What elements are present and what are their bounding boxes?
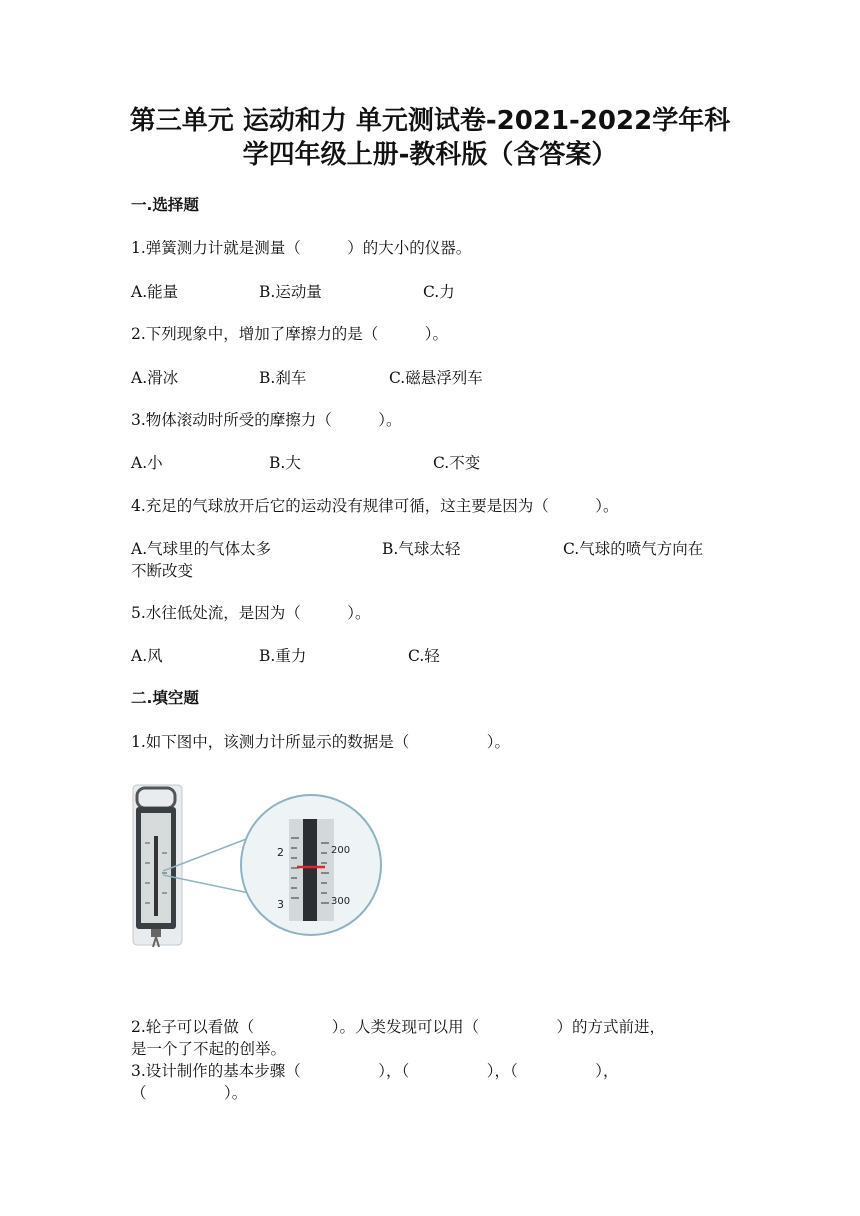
scale-label-300: 300	[331, 896, 351, 907]
option-b: B.运动量	[259, 283, 322, 301]
option-c: C.力	[423, 283, 455, 301]
question-stem: 2.下列现象中，增加了摩擦力的是（ ）。	[131, 325, 449, 343]
option-a: A.气球里的气体太多	[131, 540, 272, 558]
section-heading-choice: 一.选择题	[131, 196, 199, 214]
page-title	[100, 104, 760, 172]
option-b: B.气球太轻	[382, 540, 461, 558]
option-a: A.小	[131, 454, 163, 472]
question-stem: 3.设计制作的基本步骤（ ），（ ），（ ），	[131, 1062, 619, 1080]
question-stem: 5.水往低处流，是因为（ ）。	[131, 604, 371, 622]
option-b: B.大	[269, 454, 301, 472]
question-continuation: 是一个了不起的创举。	[131, 1040, 287, 1058]
title-line-2: 学四年级上册-教科版（含答案）	[242, 140, 618, 170]
option-b: B.刹车	[259, 369, 307, 387]
option-b: B.重力	[259, 647, 307, 665]
scale-label-3: 3	[277, 898, 284, 911]
question-stem: 2.轮子可以看做（ ）。人类发现可以用（ ）的方式前进，	[131, 1018, 666, 1036]
option-c-continuation: 不断改变	[131, 562, 194, 580]
option-c: C.气球的喷气方向在	[563, 540, 704, 558]
option-a: A.能量	[131, 283, 179, 301]
option-a: A.滑冰	[131, 369, 179, 387]
question-stem: 4.充足的气球放开后它的运动没有规律可循，这主要是因为（ ）。	[131, 497, 619, 515]
spring-scale-illustration	[131, 783, 531, 968]
question-stem: 3.物体滚动时所受的摩擦力（ ）。	[131, 411, 402, 429]
title-line-1: 第三单元 运动和力 单元测试卷-2021-2022学年科	[129, 106, 731, 136]
option-c: C.轻	[408, 647, 440, 665]
option-c: C.不变	[433, 454, 481, 472]
option-a: A.风	[131, 647, 163, 665]
scale-label-200: 200	[331, 845, 351, 856]
question-continuation: （ ）。	[131, 1084, 248, 1102]
section-heading-fill: 二.填空题	[131, 689, 199, 707]
option-c: C.磁悬浮列车	[389, 369, 483, 387]
scale-label-2: 2	[277, 846, 284, 859]
spring-scale-figure	[131, 783, 531, 968]
question-stem: 1.弹簧测力计就是测量（ ）的大小的仪器。	[131, 239, 472, 257]
question-stem: 1.如下图中，该测力计所显示的数据是（ ）。	[131, 733, 511, 751]
